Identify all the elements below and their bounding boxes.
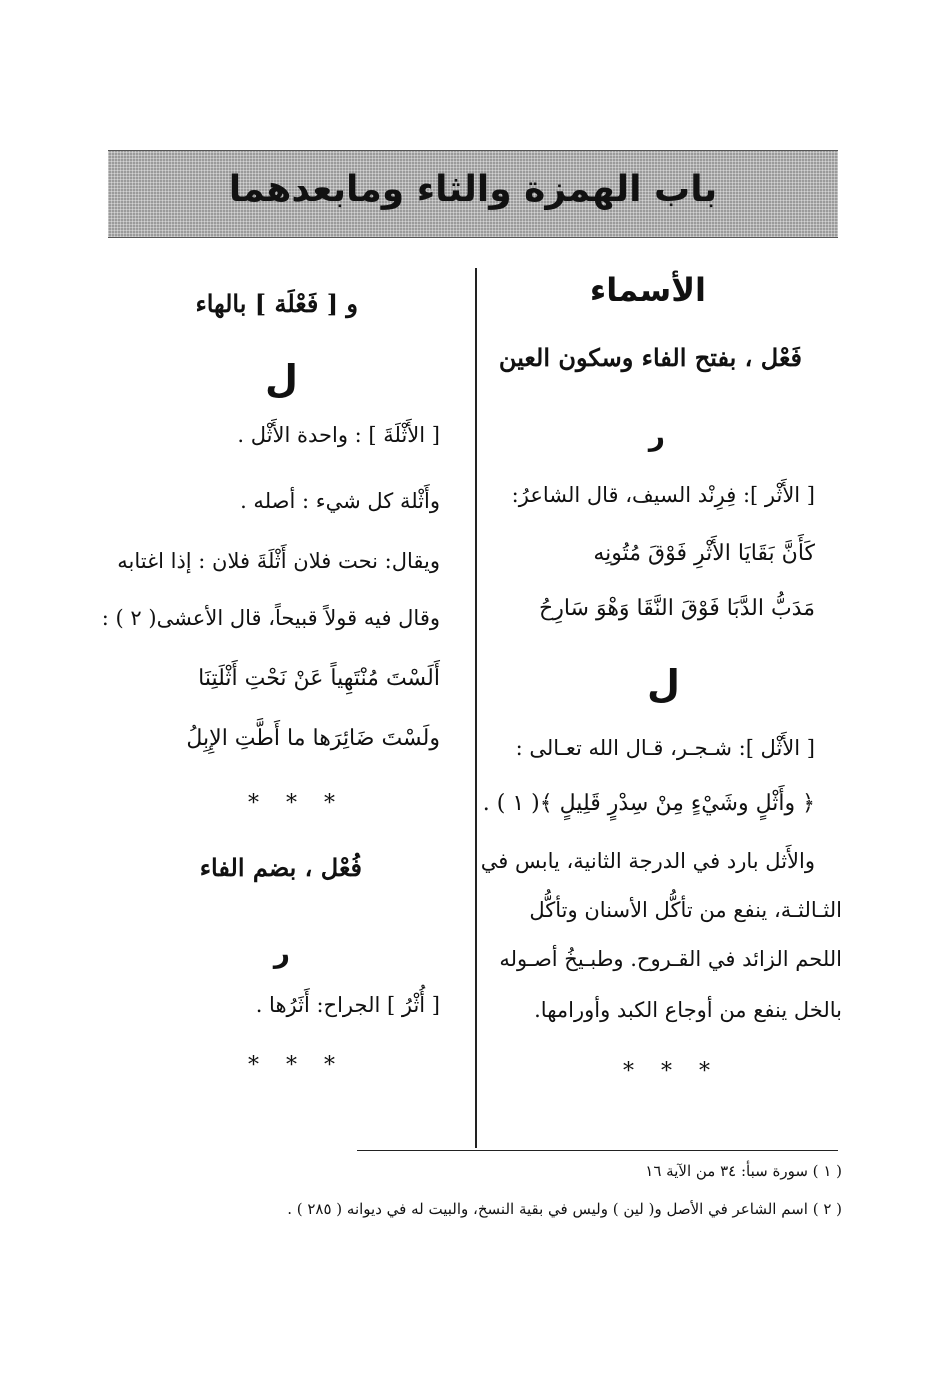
- column-divider: [475, 268, 477, 1148]
- right-verse-1: كَأَنَّ بَقَايَا الأَثْرِ فَوْقَ مُتُونِه: [593, 541, 815, 566]
- chapter-header-band: [108, 150, 838, 238]
- chapter-title: باب الهمزة والثاء ومابعدهما: [228, 169, 718, 210]
- left-letter-r: ر: [273, 936, 290, 969]
- left-subtitle: فُعْل ، بضم الفاء: [199, 853, 362, 882]
- left-line-4: وقال فيه قولاً قبيحاً، قال الأعشى( ٢ ) :: [101, 606, 440, 630]
- right-letter-r: ر: [648, 419, 665, 452]
- right-paragraph-line-1: والأَثل بارد في الدرجة الثانية، يابس في: [480, 849, 815, 873]
- left-heading: و [ فَعْلَة ] بالهاء: [195, 289, 358, 318]
- entry-athla: [ الأَثْلَةَ ] : واحدة الأَثْل .: [237, 423, 440, 447]
- footnote-1: ( ١ ) سورة سبأ: ٣٤ من الآية ١٦: [645, 1162, 842, 1180]
- right-paragraph-line-2: الثـالثـة، ينفع من تأكُّل الأسنان وتأكُّل: [529, 898, 842, 922]
- section-title: الأسماء: [589, 271, 706, 309]
- quran-verse: ﴿ وأَثْلٍ وشَيْءٍ مِنْ سِدْرٍ قَلِيلٍ ﴾( ١ ) .: [482, 791, 815, 816]
- right-paragraph-line-3: اللحم الزائد في القـروح. وطبـيخُ أصـوله: [499, 947, 842, 971]
- entry-athr: [ الأَثْر ]: فِرِنْد السيف، قال الشاعرُ:: [511, 483, 815, 507]
- entry-uthr: [ أُثْرُ ] الجراح: أَثَرُها .: [255, 993, 440, 1017]
- footnote-2: ( ٢ ) اسم الشاعر في الأصل و( لين ) وليس في بقية النسخ، والبيت له في ديوانه ( ٢٨٥ ) .: [287, 1200, 842, 1218]
- left-asterisks-2: * * *: [248, 1053, 345, 1078]
- left-verse-1: أَلَسْتَ مُنْتَهِياً عَنْ نَحْتِ أَثْلَتِنَا: [198, 666, 440, 691]
- footnote-rule: [357, 1150, 838, 1151]
- entry-athl: [ الأَثْل ]: شـجـر، قـال الله تعـالى :: [515, 736, 815, 760]
- left-line-3: ويقال: نحت فلان أَثْلَةَ فلان : إذا اغتابه: [117, 549, 440, 573]
- right-paragraph-line-4: بالخل ينفع من أوجاع الكبد وأورامها.: [534, 998, 842, 1022]
- right-subtitle: فَعْل ، بفتح الفاء وسكون العين: [498, 343, 802, 372]
- right-letter-l: ل: [647, 662, 680, 706]
- right-verse-2: مَدَبُّ الدَّبَا فَوْقَ النَّقَا وَهْوَ سَارِحُ: [539, 596, 815, 621]
- left-asterisks-1: * * *: [248, 791, 345, 816]
- left-verse-2: ولَسْتَ ضَائِرَها ما أَطَّتِ الإِبِلُ: [186, 726, 440, 751]
- right-asterisks: * * *: [623, 1059, 720, 1084]
- left-letter-l: ل: [265, 357, 298, 401]
- left-line-2: وأَثْلة كل شيء : أصله .: [240, 489, 440, 513]
